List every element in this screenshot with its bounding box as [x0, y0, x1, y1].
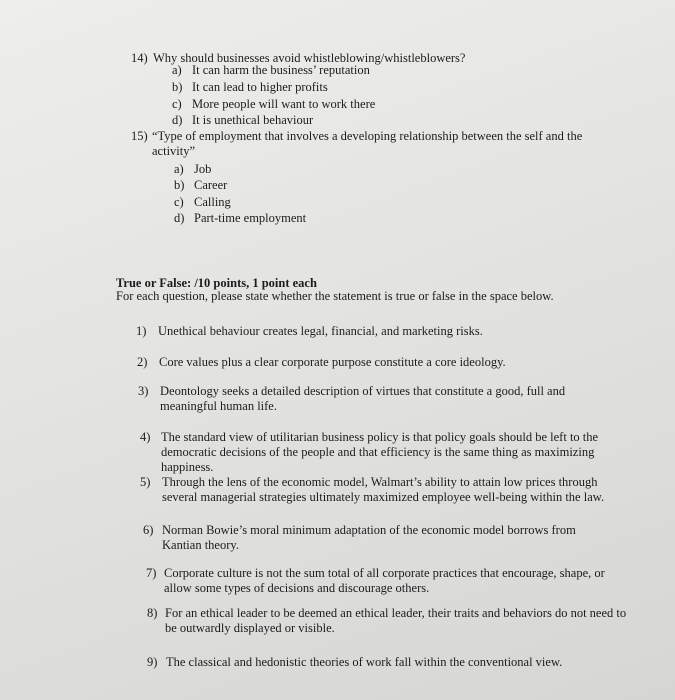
item-number: 4) [140, 430, 151, 444]
option-letter: c) [172, 97, 182, 111]
item-text: Norman Bowie’s moral minimum adaptation of the economic model borrows from Kantian theory. [162, 523, 576, 552]
option-letter: d) [172, 113, 183, 127]
item-number: 7) [146, 566, 157, 580]
item-number: 1) [136, 324, 147, 338]
item-number: 6) [143, 523, 154, 537]
option-text: Part-time employment [194, 211, 307, 225]
option-text: Career [194, 178, 228, 192]
section-heading: True or False: /10 points, 1 point each [116, 276, 317, 290]
option-text: Calling [194, 195, 231, 209]
item-number: 2) [137, 355, 148, 369]
option-text: It is unethical behaviour [192, 113, 314, 127]
item-text: Deontology seeks a detailed description of virtues that constitute a good, full and meaningful human life. [160, 384, 566, 413]
option-letter: b) [174, 178, 185, 192]
section-instruction: For each question, please state whether the statement is true or false in the space below. [116, 289, 554, 303]
option-text: Job [194, 162, 212, 176]
item-number: 8) [147, 606, 158, 620]
question-text: “Type of employment that involves a developing relationship between the self and the activity” [152, 129, 583, 158]
option-letter: a) [174, 162, 184, 176]
item-number: 3) [138, 384, 149, 398]
option-letter: d) [174, 211, 185, 225]
question-number: 14) [131, 51, 148, 65]
option-letter: c) [174, 195, 184, 209]
item-text: Unethical behaviour creates legal, financial, and marketing risks. [158, 324, 483, 338]
item-text: Corporate culture is not the sum total of all corporate practices that encourage, shape, or allow some types of decisions and discourage others. [164, 566, 605, 595]
item-number: 9) [147, 655, 158, 669]
item-text: Core values plus a clear corporate purpose constitute a core ideology. [159, 355, 506, 369]
option-text: It can lead to higher profits [192, 80, 328, 94]
item-number: 5) [140, 475, 151, 489]
question-text: Why should businesses avoid whistleblowing/whistleblowers? [153, 51, 466, 65]
option-text: More people will want to work there [192, 97, 376, 111]
option-letter: b) [172, 80, 183, 94]
item-text: Through the lens of the economic model, Walmart’s ability to attain low prices through several managerial strategies ultimately maximized employee well-being within the law. [162, 475, 605, 504]
option-text: It can harm the business’ reputation [192, 63, 370, 77]
item-text: The standard view of utilitarian business policy is that policy goals should be left to the democratic decisions of the people and that efficiency is the same thing as maximizing happiness. [161, 430, 599, 474]
item-text: The classical and hedonistic theories of work fall within the conventional view. [166, 655, 563, 669]
question-number: 15) [131, 129, 148, 143]
item-text: For an ethical leader to be deemed an ethical leader, their traits and behaviors do not need to be outwardly displayed or visible. [165, 606, 627, 635]
option-letter: a) [172, 63, 182, 77]
